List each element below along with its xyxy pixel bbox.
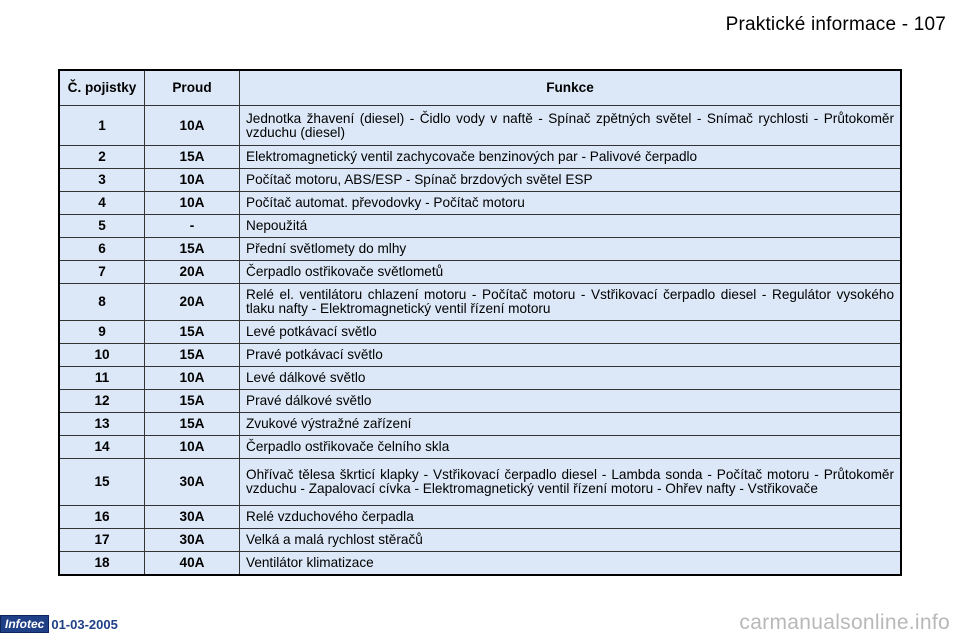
current-cell: 30A [145, 506, 240, 529]
infotec-logo: Infotec [0, 615, 49, 633]
function-cell: Čerpadlo ostřikovače čelního skla [240, 436, 902, 459]
fuse-number-cell: 8 [59, 284, 145, 321]
current-cell: 15A [145, 146, 240, 169]
fuse-number-cell: 13 [59, 413, 145, 436]
function-cell: Elektromagnetický ventil zachycovače benzinových par - Palivové čerpadlo [240, 146, 902, 169]
table-row [59, 238, 901, 261]
current-cell: 40A [145, 552, 240, 576]
table-row [59, 106, 901, 146]
header-current: Proud [145, 70, 240, 106]
table-row [59, 390, 901, 413]
current-cell: 10A [145, 192, 240, 215]
footer-date: 01-03-2005 [51, 616, 118, 632]
function-cell: Pravé potkávací světlo [240, 344, 902, 367]
table-row [59, 367, 901, 390]
fuse-number-cell: 6 [59, 238, 145, 261]
fuse-number-cell: 7 [59, 261, 145, 284]
table-row [59, 169, 901, 192]
current-cell: 15A [145, 390, 240, 413]
function-cell: Jednotka žhavení (diesel) - Čidlo vody v naftě - Spínač zpětných světel - Snímač rychlosti - Průtokoměr vzduchu (diesel) [240, 106, 902, 146]
current-cell: 15A [145, 344, 240, 367]
fuse-number-cell: 14 [59, 436, 145, 459]
function-cell: Relé vzduchového čerpadla [240, 506, 902, 529]
table-row [59, 506, 901, 529]
fuse-table [58, 69, 902, 576]
table-row [59, 215, 901, 238]
current-cell: 10A [145, 169, 240, 192]
current-cell: 10A [145, 367, 240, 390]
function-cell: Pravé dálkové světlo [240, 390, 902, 413]
current-cell: - [145, 215, 240, 238]
footer [0, 615, 118, 633]
current-cell: 15A [145, 413, 240, 436]
fuse-number-cell: 15 [59, 459, 145, 506]
fuse-number-cell: 4 [59, 192, 145, 215]
current-cell: 15A [145, 238, 240, 261]
fuse-number-cell: 10 [59, 344, 145, 367]
header-function: Funkce [240, 70, 902, 106]
function-cell: Ohřívač tělesa škrticí klapky - Vstřikovací čerpadlo diesel - Lambda sonda - Počítač motoru - Průtokoměr vzduchu - Zapalovací cívka - Elektromagnetický ventil řízení motoru - Ohřev nafty - Vstřikovače [240, 459, 902, 506]
table-row [59, 552, 901, 576]
table-row [59, 146, 901, 169]
current-cell: 10A [145, 106, 240, 146]
current-cell: 15A [145, 321, 240, 344]
fuse-number-cell: 1 [59, 106, 145, 146]
page-title: Praktické informace - 107 [725, 14, 946, 35]
current-cell: 10A [145, 436, 240, 459]
current-cell: 30A [145, 459, 240, 506]
table-row [59, 413, 901, 436]
table-header-row [59, 70, 901, 106]
function-cell: Nepoužitá [240, 215, 902, 238]
table-row [59, 284, 901, 321]
fuse-number-cell: 18 [59, 552, 145, 576]
fuse-number-cell: 12 [59, 390, 145, 413]
function-cell: Levé potkávací světlo [240, 321, 902, 344]
fuse-number-cell: 5 [59, 215, 145, 238]
fuse-number-cell: 11 [59, 367, 145, 390]
table-row [59, 261, 901, 284]
header-fuse-number: Č. pojistky [59, 70, 145, 106]
table-row [59, 192, 901, 215]
function-cell: Čerpadlo ostřikovače světlometů [240, 261, 902, 284]
fuse-number-cell: 16 [59, 506, 145, 529]
function-cell: Relé el. ventilátoru chlazení motoru - Počítač motoru - Vstřikovací čerpadlo diesel - Regulátor vysokého tlaku nafty - Elektromagnetický ventil řízení motoru [240, 284, 902, 321]
current-cell: 30A [145, 529, 240, 552]
table-row [59, 344, 901, 367]
fuse-number-cell: 17 [59, 529, 145, 552]
function-cell: Zvukové výstražné zařízení [240, 413, 902, 436]
fuse-number-cell: 9 [59, 321, 145, 344]
table-row [59, 436, 901, 459]
function-cell: Přední světlomety do mlhy [240, 238, 902, 261]
function-cell: Ventilátor klimatizace [240, 552, 902, 576]
function-cell: Levé dálkové světlo [240, 367, 902, 390]
function-cell: Počítač automat. převodovky - Počítač motoru [240, 192, 902, 215]
function-cell: Počítač motoru, ABS/ESP - Spínač brzdových světel ESP [240, 169, 902, 192]
table-body [59, 106, 901, 576]
watermark: carmanualsonline.info [739, 611, 950, 634]
table-row [59, 321, 901, 344]
current-cell: 20A [145, 261, 240, 284]
table-row [59, 459, 901, 506]
current-cell: 20A [145, 284, 240, 321]
fuse-number-cell: 2 [59, 146, 145, 169]
table-row [59, 529, 901, 552]
function-cell: Velká a malá rychlost stěračů [240, 529, 902, 552]
fuse-number-cell: 3 [59, 169, 145, 192]
